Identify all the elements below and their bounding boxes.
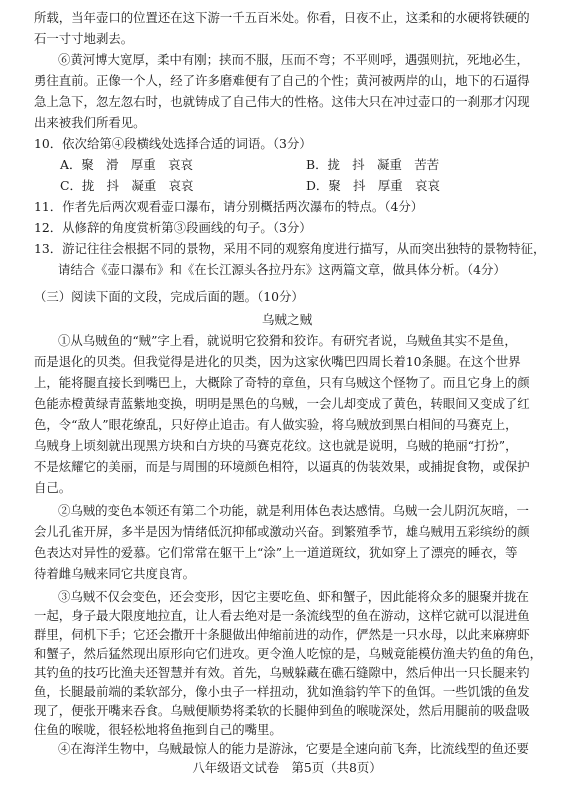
page-footer: 八年级语文试卷 第5页（共8页） (192, 760, 382, 775)
body-line: 待着雌乌贼来同它共度良宵。 (34, 566, 196, 581)
question-12: 12．从修辞的角度赏析第③段画线的句子。（3分） (34, 220, 312, 235)
body-line: ②乌贼的变色本领还有第二个功能，就是利用体色表达感情。乌贼一会儿阴沉灰暗，一 (58, 503, 529, 518)
question-13-line-1: 13．游记往往会根据不同的景物，采用不同的观察角度进行描写，从而突出独特的景物特征， (34, 241, 546, 256)
body-line: 一起，身子最大限度地拉直，让人看去绝对是一条流线型的鱼在游动，这样它就可以混进鱼 (34, 608, 530, 623)
article-title: 乌贼之贼 (261, 312, 313, 327)
passage-line: 勇往直前。正像一个人，经了许多磨难便有了自己的个性；黄河被两岸的山，地下的石逼得 (34, 73, 530, 88)
body-line: 乌贼身上顷刻就出现黑方块和白方块的马赛克花纹。这也就是说明，乌贼的艳丽“打扮”， (34, 438, 518, 453)
body-line: 和蟹子，然后猛然现出原形向它们进攻。更令渔人吃惊的是，乌贼竟能模仿渔夫钓鱼的角色， (34, 646, 543, 661)
passage-line: 急上急下，忽左忽右时，也就铸成了自己伟大的性格。这伟大只在冲过壶口的一刹那才闪现 (34, 94, 530, 109)
question-10-option-b: B．拢 抖 凝重 苦苦 (306, 157, 440, 172)
body-line: 现了，便张开嘴来吞食。乌贼便顺势将柔软的长腿伸到鱼的喉咙深处，然后用腿前的吸盘吸 (34, 703, 530, 718)
question-10-option-c: C．拢 抖 凝重 哀哀 (60, 178, 194, 193)
body-line: 上，能将腿直接长到嘴巴上，大概除了奇特的章鱼，只有乌贼这个怪物了。而且它身上的颜 (34, 375, 530, 390)
body-line: 不是炫耀它的美丽，而是与周围的环境颜色相符，以逼真的伪装效果，或捕捉食物，或保护 (34, 459, 530, 474)
passage-line: ⑥黄河博大宽厚，柔中有刚；挟而不服，压而不弯；不平则呼，遇强则抗，死地必生， (58, 52, 529, 67)
body-line: 会儿孔雀开屏，多半是因为情绪低沉抑郁或激动兴奋。到繁殖季节，雄乌贼用五彩缤纷的颜 (34, 524, 530, 539)
body-line: 自己。 (34, 480, 72, 495)
body-line: 群里，伺机下手；它还会撒开十条腿做出伸缩前进的动作，俨然是一只水母，以此来麻痹虾 (34, 627, 530, 642)
body-line: ③乌贼不仅会变色，还会变形，因它主要吃鱼、虾和蟹子，因此能将众多的腿聚并拢在 (58, 589, 529, 604)
question-13-line-2: 请结合《壶口瀑布》和《在长江源头各拉丹东》这两篇文章，做具体分析。（4分） (58, 262, 506, 277)
question-10-option-d: D．聚 抖 厚重 哀哀 (306, 178, 440, 193)
body-line: 色能赤橙黄绿青蓝紫地变换，明明是黑色的乌贼，一会儿却变成了黄色，转眼间又变成了红 (34, 396, 530, 411)
body-line: 色表达对异性的爱慕。它们常常在躯干上“涂”上一道道斑纹，犹如穿上了漂亮的睡衣，等 (34, 545, 518, 560)
section-heading: （三）阅读下面的文段，完成后面的题。（10分） (34, 289, 304, 304)
question-10-option-a: A．聚 滑 厚重 哀哀 (60, 157, 193, 172)
passage-line: 石一寸寸地剥去。 (34, 31, 134, 46)
body-line: 色，令“敌人”眼花缭乱，只好停止追击。有人做实验，将乌贼放到黑白相间的马赛克上， (34, 417, 518, 432)
body-line: 而是退化的贝类。但我觉得是进化的贝类，因为这家伙嘴巴四周长着10条腿。在这个世界 (34, 354, 521, 369)
body-line: ④在海洋生物中，乌贼最惊人的能力是游泳，它要是全速向前飞奔，比流线型的鱼还要 (58, 741, 529, 756)
body-line: ①从乌贼鱼的“贼”字上看，就说明它狡猾和狡诈。有研究者说，乌贼鱼其实不是鱼， (58, 333, 517, 348)
body-line: 住鱼的喉咙，很轻松地将鱼拖到自己的嘴里。 (34, 722, 282, 737)
body-line: 鱼，长腿最前端的柔软部分，像小虫子一样扭动，犹如渔翁钓竿下的鱼饵。一些饥饿的鱼发 (34, 684, 530, 699)
passage-line: 出来被我们所看见。 (34, 115, 146, 130)
passage-line: 所载，当年壶口的位置还在这下游一千五百米处。你看，日夜不止，这柔和的水硬将铁硬的 (34, 10, 530, 25)
question-10-stem: 10．依次给第④段横线处选择合适的词语。（3分） (34, 136, 312, 151)
question-11: 11．作者先后两次观看壶口瀑布，请分别概括两次瀑布的特点。（4分） (34, 199, 424, 214)
body-line: 其钓鱼的技巧比渔夫还智慧并有效。首先，乌贼躲藏在礁石缝隙中，然后伸出一只长腿来钓 (34, 665, 530, 680)
